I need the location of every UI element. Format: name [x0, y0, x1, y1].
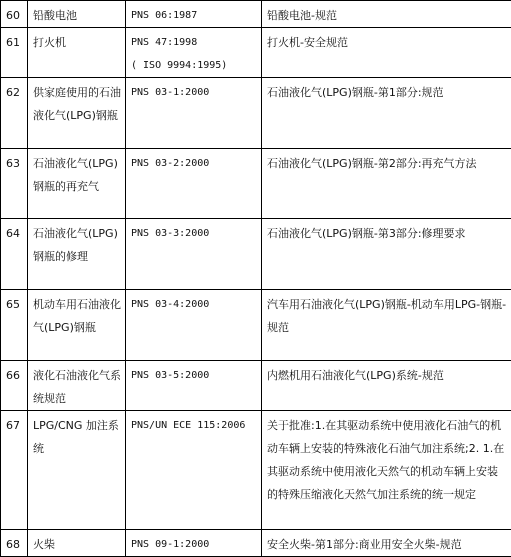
row-number: 68: [1, 530, 28, 557]
standard-code: PNS/UN ECE 115:2006: [126, 411, 262, 530]
row-number: 60: [1, 1, 28, 28]
product-name: 液化石油液化气系统规范: [28, 361, 126, 411]
standard-code: PNS 09-1:2000: [126, 530, 262, 557]
table-row: [1, 1, 511, 28]
product-name: 火柴: [28, 530, 126, 557]
product-name: 打火机: [28, 28, 126, 78]
row-number: 66: [1, 361, 28, 411]
table-row: [1, 78, 511, 149]
standard-code: PNS 03-5:2000: [126, 361, 262, 411]
row-number: 62: [1, 78, 28, 149]
table-row: [1, 219, 511, 290]
product-name: 供家庭使用的石油液化气(LPG)钢瓶: [28, 78, 126, 149]
product-name: LPG/CNG 加注系统: [28, 411, 126, 530]
row-number: 61: [1, 28, 28, 78]
standard-title: 打火机-安全规范: [262, 28, 511, 78]
standard-title: 内燃机用石油液化气(LPG)系统-规范: [262, 361, 511, 411]
standard-code: PNS 03-4:2000: [126, 290, 262, 361]
row-number: 65: [1, 290, 28, 361]
row-number: 63: [1, 149, 28, 219]
standard-title: 关于批准:1.在其驱动系统中使用液化石油气的机动车辆上安装的特殊液化石油气加注系统;2. 1.在其驱动系统中使用液化天然气的机动车辆上安装的特殊压缩液化天然气加注系统的统一规定: [262, 411, 511, 530]
table-row: [1, 149, 511, 219]
table-row: [1, 28, 511, 78]
standard-title: 安全火柴-第1部分:商业用安全火柴-规范: [262, 530, 511, 557]
standard-code: PNS 47:1998 ( ISO 9994:1995): [126, 28, 262, 78]
standard-code: PNS 03-3:2000: [126, 219, 262, 290]
row-number: 64: [1, 219, 28, 290]
standard-code: PNS 06:1987: [126, 1, 262, 28]
table-row: [1, 361, 511, 411]
standards-table-body: [1, 1, 511, 557]
standard-title: 铅酸电池-规范: [262, 1, 511, 28]
standard-title: 石油液化气(LPG)钢瓶-第3部分:修理要求: [262, 219, 511, 290]
product-name: 石油液化气(LPG)钢瓶的再充气: [28, 149, 126, 219]
standard-title: 石油液化气(LPG)钢瓶-第1部分:规范: [262, 78, 511, 149]
product-name: 铅酸电池: [28, 1, 126, 28]
standard-title: 石油液化气(LPG)钢瓶-第2部分:再充气方法: [262, 149, 511, 219]
table-row: [1, 411, 511, 530]
row-number: 67: [1, 411, 28, 530]
table-row: [1, 290, 511, 361]
standard-code: PNS 03-2:2000: [126, 149, 262, 219]
product-name: 石油液化气(LPG)钢瓶的修理: [28, 219, 126, 290]
product-name: 机动车用石油液化气(LPG)钢瓶: [28, 290, 126, 361]
table-row: [1, 530, 511, 557]
standard-code: PNS 03-1:2000: [126, 78, 262, 149]
standard-title: 汽车用石油液化气(LPG)钢瓶-机动车用LPG-钢瓶-规范: [262, 290, 511, 361]
